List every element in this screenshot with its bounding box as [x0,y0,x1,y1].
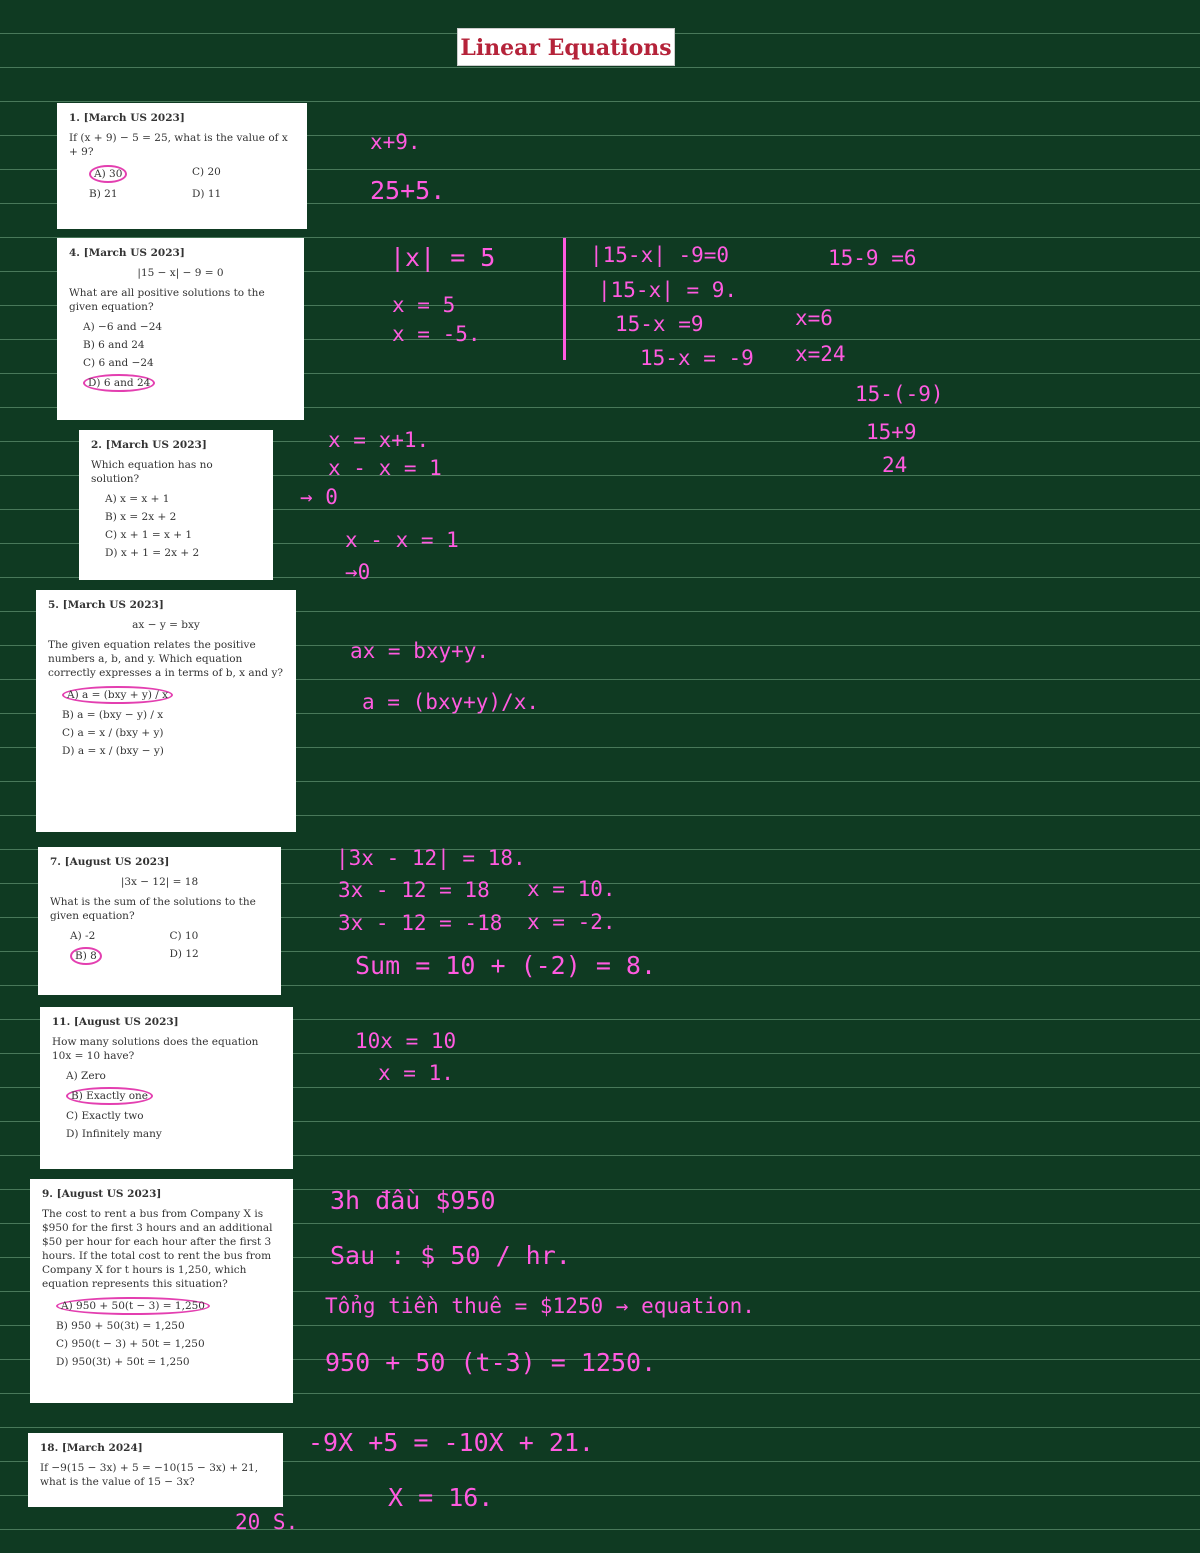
note-q4-mid-1: |15-x| -9=0 [590,243,730,267]
note-q7-4: x = 10. [527,877,616,901]
question-equation: |3x − 12| = 18 [120,876,199,888]
note-q2-5: →0 [345,560,371,584]
question-header: 4. [March US 2023] [69,247,185,259]
option-d: D) Infinitely many [66,1128,162,1140]
question-header: 18. [March 2024] [40,1442,143,1454]
note-q2-4: x - x = 1 [345,528,459,552]
note-q9-3: Tổng tiền thuê = $1250 → equation. [325,1294,755,1318]
question-text: Which equation has no solution? [91,459,213,485]
option-a: A) −6 and −24 [83,321,163,333]
question-card-11 [40,1007,293,1169]
note-q9-1: 3h đầu $950 [330,1186,496,1215]
note-q18-2: X = 16. [388,1483,494,1512]
option-d: D) x + 1 = 2x + 2 [105,547,200,559]
question-header: 1. [March US 2023] [69,112,185,124]
question-header: 2. [March US 2023] [91,439,207,451]
note-q11-1: 10x = 10 [355,1029,457,1053]
note-q18-3: 20 S. [235,1510,299,1534]
note-q2-1: x = x+1. [328,428,430,452]
option-b: B) 950 + 50(3t) = 1,250 [56,1320,185,1332]
option-b: B) a = (bxy − y) / x [62,709,164,721]
question-text: What is the sum of the solutions to the given equation? [50,896,256,922]
note-q1-line1: x+9. [370,130,421,154]
option-c: C) 10 [169,930,199,942]
note-q9-4: 950 + 50 (t-3) = 1250. [325,1348,657,1377]
note-q7-3: 3x - 12 = -18 [338,911,503,935]
note-q1-line2: 25+5. [370,176,446,205]
note-q4-right-1: 15-9 =6 [828,246,917,270]
question-text: The given equation relates the positive numbers a, b, and y. Which equation correctly expresses a in terms of b, x and y? [48,639,284,679]
note-q4-left-1: |x| = 5 [390,243,496,272]
option-a: A) Zero [66,1070,106,1082]
option-a: A) x = x + 1 [105,493,170,505]
option-b: B) 6 and 24 [83,339,145,351]
option-d: D) 12 [169,948,199,960]
question-text: The cost to rent a bus from Company X is $950 for the first 3 hours and an additional $50 per hour for each hour after the first 3 hours. If the total cost to rent the bus from Company X for t hours is 1,250, which equation represents this situation? [42,1208,273,1290]
note-q9-2: Sau : $ 50 / hr. [330,1241,571,1270]
question-text: What are all positive solutions to the given equation? [69,287,265,313]
note-q5-1: ax = bxy+y. [350,639,490,663]
question-card-7 [38,847,281,995]
question-card-2 [79,430,273,580]
question-header: 5. [March US 2023] [48,599,164,611]
note-q4-right-4: 15-(-9) [855,382,944,406]
question-equation: |15 − x| − 9 = 0 [137,267,224,279]
question-header: 11. [August US 2023] [52,1016,179,1028]
option-c: C) a = x / (bxy + y) [62,727,164,739]
question-header: 9. [August US 2023] [42,1188,162,1200]
option-a: A) 30 [89,165,127,183]
note-q4-right-6: 24 [882,453,908,477]
note-q5-2: a = (bxy+y)/x. [362,690,540,714]
note-q7-2: 3x - 12 = 18 [338,878,490,902]
note-q4-left-2: x = 5 [392,293,456,317]
option-b: B) Exactly one [66,1087,153,1105]
question-text: If −9(15 − 3x) + 5 = −10(15 − 3x) + 21, what is the value of 15 − 3x? [40,1462,259,1488]
note-q4-mid-3: 15-x =9 [615,312,704,336]
question-header: 7. [August US 2023] [50,856,170,868]
question-card-5 [36,590,296,832]
option-c: C) x + 1 = x + 1 [105,529,193,541]
note-q18-1: -9X +5 = -10X + 21. [308,1428,594,1457]
option-a: A) 950 + 50(t − 3) = 1,250 [56,1297,210,1315]
question-card-4 [57,238,304,420]
note-q2-2: x - x = 1 [328,456,442,480]
note-q11-2: x = 1. [378,1061,454,1085]
note-q4-right-5: 15+9 [866,420,917,444]
question-card-1 [57,103,307,229]
option-a: A) -2 [70,930,96,942]
option-c: C) 950(t − 3) + 50t = 1,250 [56,1338,205,1350]
option-c: C) 6 and −24 [83,357,154,369]
note-q7-5: x = -2. [527,910,616,934]
note-q2-3: → 0 [300,485,338,509]
option-b: B) x = 2x + 2 [105,511,177,523]
option-d: D) 6 and 24 [83,374,155,392]
question-card-9 [30,1179,293,1403]
option-a: A) a = (bxy + y) / x [62,686,173,704]
option-b: B) 8 [70,947,102,965]
option-d: D) 11 [192,188,222,200]
note-q4-left-3: x = -5. [392,322,481,346]
divider-bar [563,238,566,360]
option-d: D) 950(3t) + 50t = 1,250 [56,1356,190,1368]
option-d: D) a = x / (bxy − y) [62,745,164,757]
question-card-18 [28,1433,283,1507]
note-q4-right-3: x=24 [795,342,846,366]
option-b: B) 21 [89,188,118,200]
note-q7-1: |3x - 12| = 18. [336,846,526,870]
question-equation: ax − y = bxy [132,619,200,631]
note-q4-mid-4: 15-x = -9 [640,346,754,370]
page-title: Linear Equations [457,28,675,66]
question-text: How many solutions does the equation 10x = 10 have? [52,1036,259,1062]
option-c: C) Exactly two [66,1110,144,1122]
note-q7-6: Sum = 10 + (-2) = 8. [355,951,657,980]
option-c: C) 20 [192,166,221,178]
note-q4-right-2: x=6 [795,306,833,330]
question-text: If (x + 9) − 5 = 25, what is the value of x + 9? [69,132,288,158]
note-q4-mid-2: |15-x| = 9. [598,278,738,302]
